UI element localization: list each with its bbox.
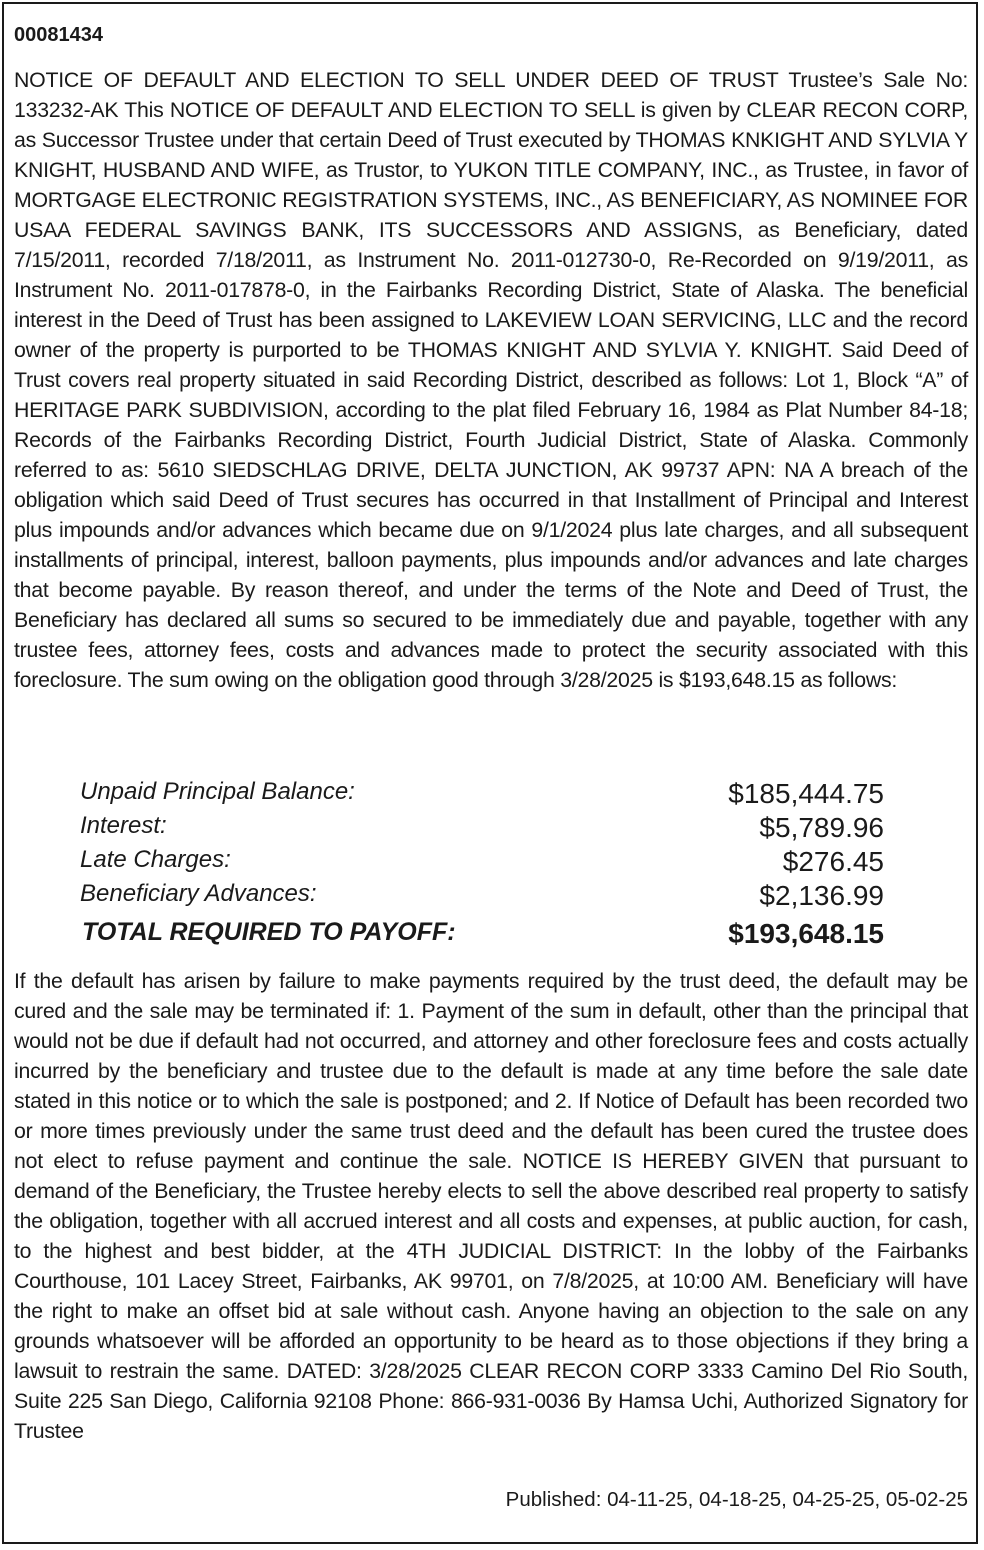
payoff-amount: $2,136.99 xyxy=(759,880,884,911)
payoff-label: Beneficiary Advances: xyxy=(80,880,317,907)
payoff-total-amount: $193,648.15 xyxy=(728,918,884,949)
payoff-total-label: TOTAL REQUIRED TO PAYOFF: xyxy=(82,918,456,946)
ad-number: 00081434 xyxy=(14,24,103,46)
payoff-table xyxy=(4,772,980,952)
payoff-amount: $185,444.75 xyxy=(728,778,884,809)
payoff-amount: $276.45 xyxy=(782,846,884,877)
notice-paragraph-default: NOTICE OF DEFAULT AND ELECTION TO SELL UNDER DEED OF TRUST Trustee’s Sale No: 133232-AK This NOTICE OF DEFAULT AND ELECTION TO SELL is given by CLEAR RECON CORP, as Successor Trustee under that certain Deed of Trust executed by THOMAS KNKIGHT AND SYLVIA Y KNIGHT, HUSBAND AND WIFE, as Trustor, to YUKON TITLE COMPANY, INC., as Trustee, in favor of MORTGAGE ELECTRONIC REGISTRATION SYSTEMS, INC., AS BENEFICIARY, AS NOMINEE FOR USAA FEDERAL SAVINGS BANK, ITS SUCCESSORS AND ASSIGNS, as Beneficiary, dated 7/15/2011, recorded 7/18/2011, as Instrument No. 2011-012730-0, Re-Recorded on 9/19/2011, as Instrument No. 2011-017878-0, in the Fairbanks Recording District, State of Alaska. The beneficial interest in the Deed of Trust has been assigned to LAKEVIEW LOAN SERVICING, LLC and the record owner of the property is purported to be THOMAS KNIGHT AND SYLVIA Y. KNIGHT. Said Deed of Trust covers real property situated in said Recording District, described as follows: Lot 1, Block “A” of HERITAGE PARK SUBDIVISION, according to the plat filed February 16, 1984 as Plat Number 84-18; Records of the Fairbanks Recording District, Fourth Judicial District, State of Alaska. Commonly referred to as: 5610 SIEDSCHLAG DRIVE, DELTA JUNCTION, AK 99737 APN: NA A breach of the obligation which said Deed of Trust secures has occurred in that Installment of Principal and Interest plus impounds and/or advances which became due on 9/1/2024 plus late charges, and all subsequent installments of principal, interest, balloon payments, plus impounds and/or advances and late charges that become payable. By reason thereof, and under the terms of the Note and Deed of Trust, the Beneficiary has declared all sums so secured to be immediately due and payable, together with any trustee fees, attorney fees, costs and advances made to protect the security associated with this foreclosure. The sum owing on the obligation good through 3/28/2025 is $193,648.15 as follows: xyxy=(14,68,968,692)
legal-notice-box xyxy=(2,2,978,1544)
payoff-label: Unpaid Principal Balance: xyxy=(80,778,355,805)
published-dates: Published: 04-11-25, 04-18-25, 04-25-25, 05-02-25 xyxy=(505,1488,968,1511)
payoff-label: Interest: xyxy=(80,812,167,839)
payoff-amount: $5,789.96 xyxy=(759,812,884,843)
payoff-label: Late Charges: xyxy=(80,846,231,873)
notice-paragraph-cure-and-sale: If the default has arisen by failure to make payments required by the trust deed, the default may be cured and the sale may be terminated if: 1. Payment of the sum in default, other than the principal that would not be due if default had not occurred, and attorney and other foreclosure fees and costs actually incurred by the beneficiary and trustee due to the default is made at any time before the sale date stated in this notice or to which the sale is postponed; and 2. If Notice of Default has been recorded two or more times previously under the same trust deed and the default has been cured the trustee does not elect to refuse payment and continue the sale. NOTICE IS HEREBY GIVEN that pursuant to demand of the Beneficiary, the Trustee hereby elects to sell the above described real property to satisfy the obligation, together with all accrued interest and all costs and expenses, at public auction, for cash, to the highest and best bidder, at the 4TH JUDICIAL DISTRICT: In the lobby of the Fairbanks Courthouse, 101 Lacey Street, Fairbanks, AK 99701, on 7/8/2025, at 10:00 AM. Beneficiary will have the right to make an offset bid at sale without cash. Anyone having an objection to the sale on any grounds whatsoever will be afforded an opportunity to be heard as to those objections if they bring a lawsuit to restrain the same. DATED: 3/28/2025 CLEAR RECON CORP 3333 Camino Del Rio South, Suite 225 San Diego, California 92108 Phone: 866-931-0036 By Hamsa Uchi, Authorized Signatory for Trustee xyxy=(14,969,968,1443)
